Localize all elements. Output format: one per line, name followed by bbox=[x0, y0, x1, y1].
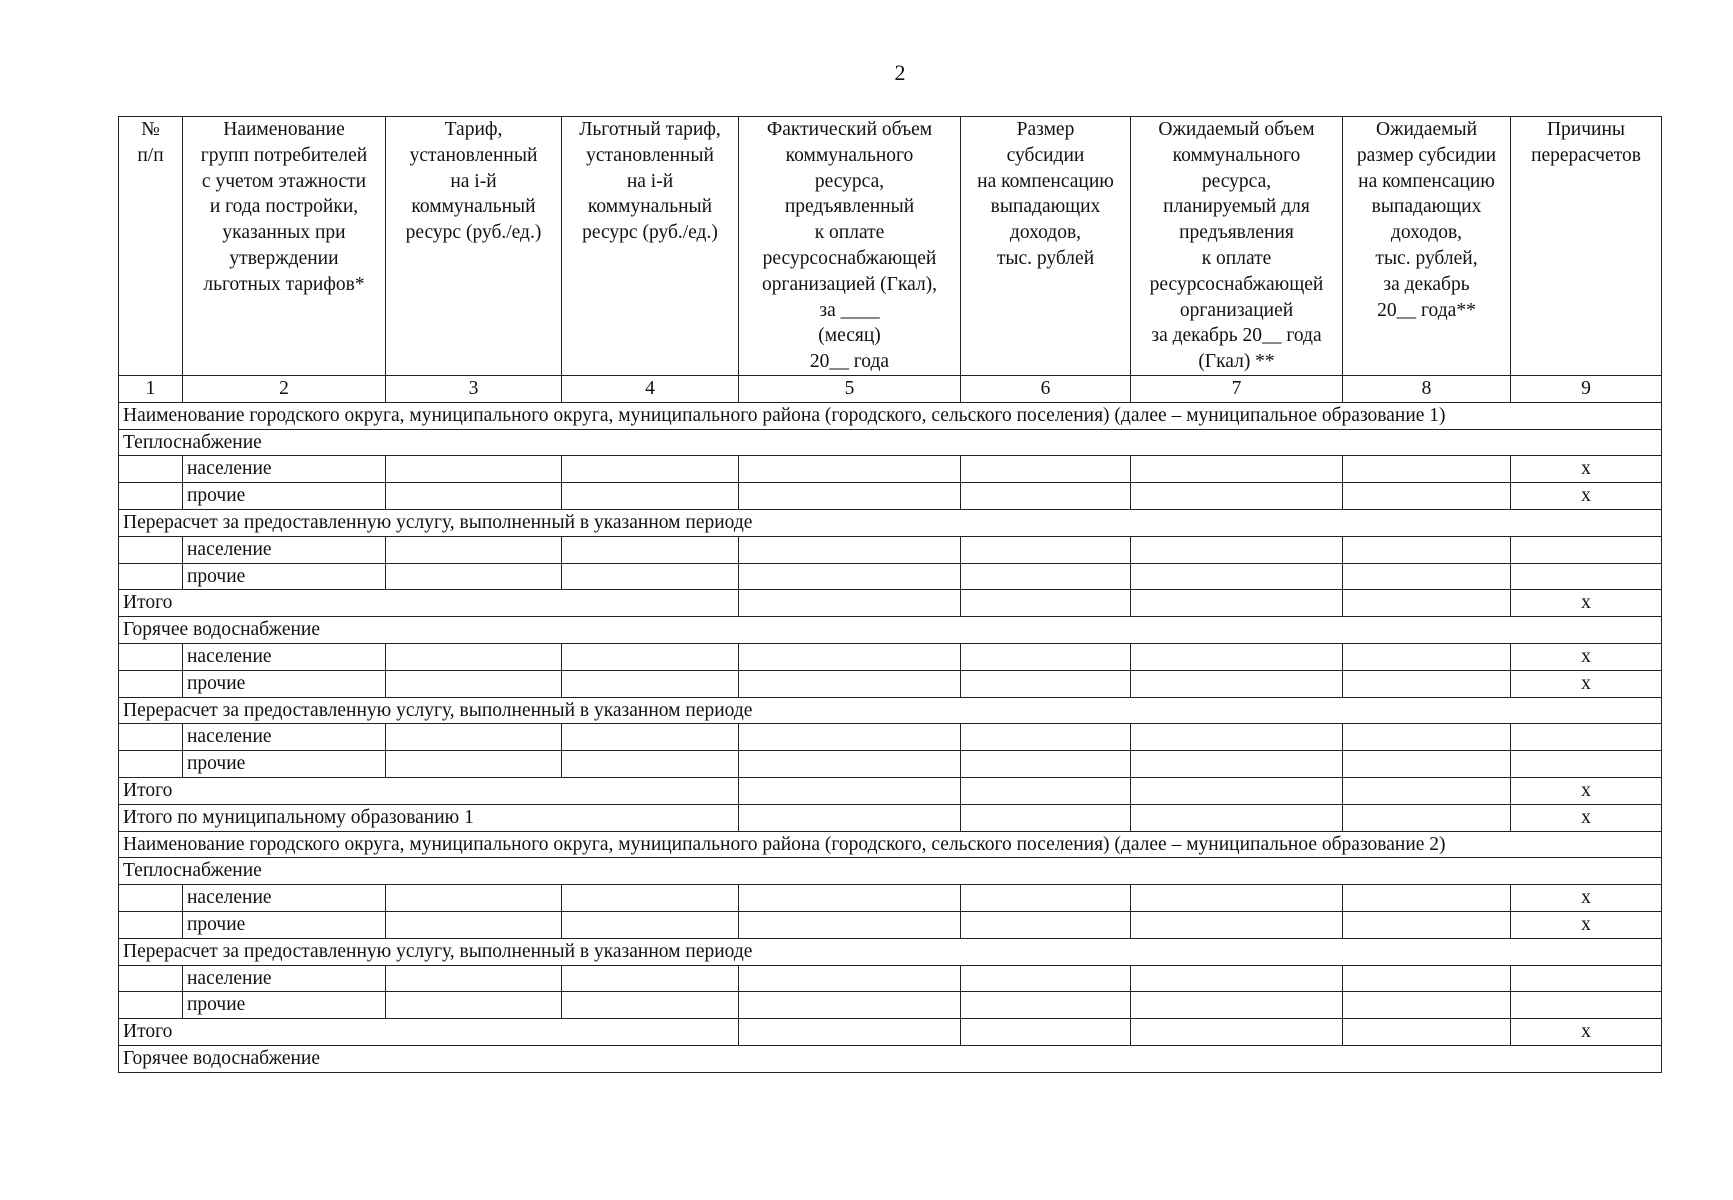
value-cell bbox=[562, 751, 739, 778]
header-cell: Размер субсидии на компенсацию выпадающих доходов, тыс. рублей bbox=[961, 117, 1131, 376]
section-title: Перерасчет за предоставленную услугу, выполненный в указанном периоде bbox=[119, 509, 1662, 536]
recalc-reason-cell bbox=[1511, 536, 1662, 563]
value-cell bbox=[1343, 536, 1511, 563]
section-title: Перерасчет за предоставленную услугу, выполненный в указанном периоде bbox=[119, 697, 1662, 724]
section-row bbox=[119, 1045, 1662, 1072]
row-number-cell bbox=[119, 563, 183, 590]
consumer-group-cell: прочие bbox=[183, 992, 386, 1019]
value-cell bbox=[1343, 965, 1511, 992]
value-cell bbox=[739, 965, 961, 992]
recalc-reason-cell: х bbox=[1511, 911, 1662, 938]
value-cell bbox=[562, 911, 739, 938]
value-cell bbox=[1343, 643, 1511, 670]
value-cell bbox=[1343, 911, 1511, 938]
section-row bbox=[119, 697, 1662, 724]
total-label: Итого по муниципальному образованию 1 bbox=[119, 804, 739, 831]
value-cell bbox=[1343, 724, 1511, 751]
value-cell bbox=[961, 751, 1131, 778]
row-number-cell bbox=[119, 724, 183, 751]
header-cell: № п/п bbox=[119, 117, 183, 376]
consumer-group-cell: население bbox=[183, 885, 386, 912]
consumer-group-cell: прочие bbox=[183, 911, 386, 938]
consumer-group-cell: население bbox=[183, 536, 386, 563]
value-cell bbox=[1343, 777, 1511, 804]
column-number: 3 bbox=[386, 375, 562, 402]
value-cell bbox=[386, 965, 562, 992]
value-cell bbox=[1131, 777, 1343, 804]
value-cell bbox=[739, 563, 961, 590]
recalc-reason-cell bbox=[1511, 563, 1662, 590]
value-cell bbox=[386, 670, 562, 697]
value-cell bbox=[1131, 751, 1343, 778]
consumer-group-cell: население bbox=[183, 965, 386, 992]
value-cell bbox=[386, 751, 562, 778]
header-cell: Ожидаемый объем коммунального ресурса, планируемый для предъявления к оплате ресурсоснабжающей организацией за декабрь 20__ года (Гкал) ** bbox=[1131, 117, 1343, 376]
table-row bbox=[119, 965, 1662, 992]
column-number: 2 bbox=[183, 375, 386, 402]
value-cell bbox=[562, 965, 739, 992]
value-cell bbox=[562, 483, 739, 510]
value-cell bbox=[1131, 563, 1343, 590]
value-cell bbox=[739, 670, 961, 697]
value-cell bbox=[961, 643, 1131, 670]
value-cell bbox=[386, 992, 562, 1019]
value-cell bbox=[739, 724, 961, 751]
table-body bbox=[119, 402, 1662, 1072]
recalc-reason-cell bbox=[1511, 965, 1662, 992]
table-row bbox=[119, 911, 1662, 938]
header-cell: Наименование групп потребителей с учетом этажности и года постройки, указанных при утверждении льготных тарифов* bbox=[183, 117, 386, 376]
row-number-cell bbox=[119, 536, 183, 563]
value-cell bbox=[1343, 885, 1511, 912]
value-cell bbox=[961, 483, 1131, 510]
column-number: 5 bbox=[739, 375, 961, 402]
header-cell: Льготный тариф, установленный на i-й коммунальный ресурс (руб./ед.) bbox=[562, 117, 739, 376]
section-row bbox=[119, 938, 1662, 965]
value-cell bbox=[386, 483, 562, 510]
column-number: 6 bbox=[961, 375, 1131, 402]
table-row bbox=[119, 885, 1662, 912]
column-number: 7 bbox=[1131, 375, 1343, 402]
value-cell bbox=[1131, 536, 1343, 563]
recalc-reason-cell: х bbox=[1511, 643, 1662, 670]
value-cell bbox=[1131, 1019, 1343, 1046]
recalc-reason-cell: х bbox=[1511, 1019, 1662, 1046]
value-cell bbox=[1131, 992, 1343, 1019]
value-cell bbox=[562, 885, 739, 912]
value-cell bbox=[961, 777, 1131, 804]
value-cell bbox=[1343, 563, 1511, 590]
value-cell bbox=[961, 563, 1131, 590]
recalc-reason-cell: х bbox=[1511, 590, 1662, 617]
table-row bbox=[119, 992, 1662, 1019]
value-cell bbox=[961, 590, 1131, 617]
section-row bbox=[119, 617, 1662, 644]
value-cell bbox=[739, 911, 961, 938]
value-cell bbox=[562, 563, 739, 590]
value-cell bbox=[739, 536, 961, 563]
consumer-group-cell: прочие bbox=[183, 563, 386, 590]
value-cell bbox=[1131, 643, 1343, 670]
value-cell bbox=[562, 670, 739, 697]
table-row bbox=[119, 670, 1662, 697]
header-cell: Тариф, установленный на i-й коммунальный ресурс (руб./ед.) bbox=[386, 117, 562, 376]
value-cell bbox=[1343, 483, 1511, 510]
column-number: 1 bbox=[119, 375, 183, 402]
consumer-group-cell: прочие bbox=[183, 670, 386, 697]
section-row bbox=[119, 831, 1662, 858]
header-cell: Причины перерасчетов bbox=[1511, 117, 1662, 376]
value-cell bbox=[739, 992, 961, 1019]
consumer-group-cell: население bbox=[183, 643, 386, 670]
column-number-row bbox=[119, 375, 1662, 402]
consumer-group-cell: прочие bbox=[183, 751, 386, 778]
value-cell bbox=[1343, 456, 1511, 483]
value-cell bbox=[739, 643, 961, 670]
value-cell bbox=[1131, 911, 1343, 938]
value-cell bbox=[961, 670, 1131, 697]
recalc-reason-cell: х bbox=[1511, 670, 1662, 697]
section-title: Наименование городского округа, муниципального округа, муниципального района (городского, сельского поселения) (далее – муниципальное образование 2) bbox=[119, 831, 1662, 858]
table-row bbox=[119, 643, 1662, 670]
value-cell bbox=[1343, 670, 1511, 697]
value-cell bbox=[739, 751, 961, 778]
header-cell: Ожидаемый размер субсидии на компенсацию выпадающих доходов, тыс. рублей, за декабрь 20__ года** bbox=[1343, 117, 1511, 376]
value-cell bbox=[386, 643, 562, 670]
value-cell bbox=[961, 456, 1131, 483]
total-label: Итого bbox=[119, 777, 739, 804]
section-title: Наименование городского округа, муниципального округа, муниципального района (городского, сельского поселения) (далее – муниципальное образование 1) bbox=[119, 402, 1662, 429]
value-cell bbox=[961, 1019, 1131, 1046]
value-cell bbox=[961, 965, 1131, 992]
recalc-reason-cell: х bbox=[1511, 885, 1662, 912]
column-number: 9 bbox=[1511, 375, 1662, 402]
value-cell bbox=[1343, 1019, 1511, 1046]
column-number: 8 bbox=[1343, 375, 1511, 402]
recalc-reason-cell: х bbox=[1511, 777, 1662, 804]
value-cell bbox=[1343, 590, 1511, 617]
table-row bbox=[119, 751, 1662, 778]
value-cell bbox=[562, 643, 739, 670]
recalc-reason-cell: х bbox=[1511, 804, 1662, 831]
total-row bbox=[119, 590, 1662, 617]
value-cell bbox=[739, 483, 961, 510]
total-row bbox=[119, 804, 1662, 831]
row-number-cell bbox=[119, 483, 183, 510]
section-title: Горячее водоснабжение bbox=[119, 1045, 1662, 1072]
value-cell bbox=[386, 456, 562, 483]
value-cell bbox=[386, 563, 562, 590]
row-number-cell bbox=[119, 456, 183, 483]
table-row bbox=[119, 724, 1662, 751]
row-number-cell bbox=[119, 911, 183, 938]
page-number: 2 bbox=[894, 60, 906, 85]
recalc-reason-cell: х bbox=[1511, 456, 1662, 483]
value-cell bbox=[961, 536, 1131, 563]
row-number-cell bbox=[119, 885, 183, 912]
value-cell bbox=[1131, 885, 1343, 912]
subsidy-report-table bbox=[118, 116, 1662, 1073]
header-cell: Фактический объем коммунального ресурса, предъявленный к оплате ресурсоснабжающей организацией (Гкал), за ____ (месяц) 20__ года bbox=[739, 117, 961, 376]
section-title: Перерасчет за предоставленную услугу, выполненный в указанном периоде bbox=[119, 938, 1662, 965]
section-row bbox=[119, 858, 1662, 885]
recalc-reason-cell bbox=[1511, 751, 1662, 778]
table-row bbox=[119, 456, 1662, 483]
total-row bbox=[119, 777, 1662, 804]
section-row bbox=[119, 429, 1662, 456]
value-cell bbox=[739, 804, 961, 831]
value-cell bbox=[961, 885, 1131, 912]
value-cell bbox=[1343, 751, 1511, 778]
row-number-cell bbox=[119, 670, 183, 697]
consumer-group-cell: население bbox=[183, 724, 386, 751]
column-number: 4 bbox=[562, 375, 739, 402]
value-cell bbox=[739, 777, 961, 804]
section-row bbox=[119, 402, 1662, 429]
section-title: Горячее водоснабжение bbox=[119, 617, 1662, 644]
row-number-cell bbox=[119, 751, 183, 778]
value-cell bbox=[386, 885, 562, 912]
consumer-group-cell: прочие bbox=[183, 483, 386, 510]
row-number-cell bbox=[119, 992, 183, 1019]
value-cell bbox=[739, 590, 961, 617]
value-cell bbox=[1131, 724, 1343, 751]
value-cell bbox=[562, 724, 739, 751]
section-row bbox=[119, 509, 1662, 536]
row-number-cell bbox=[119, 643, 183, 670]
value-cell bbox=[562, 992, 739, 1019]
value-cell bbox=[961, 724, 1131, 751]
value-cell bbox=[739, 1019, 961, 1046]
value-cell bbox=[386, 536, 562, 563]
consumer-group-cell: население bbox=[183, 456, 386, 483]
value-cell bbox=[386, 724, 562, 751]
recalc-reason-cell bbox=[1511, 992, 1662, 1019]
value-cell bbox=[961, 992, 1131, 1019]
header-row bbox=[119, 117, 1662, 376]
value-cell bbox=[1131, 804, 1343, 831]
total-label: Итого bbox=[119, 590, 739, 617]
value-cell bbox=[1343, 804, 1511, 831]
total-row bbox=[119, 1019, 1662, 1046]
value-cell bbox=[961, 911, 1131, 938]
value-cell bbox=[1131, 670, 1343, 697]
total-label: Итого bbox=[119, 1019, 739, 1046]
section-title: Теплоснабжение bbox=[119, 429, 1662, 456]
table-row bbox=[119, 483, 1662, 510]
value-cell bbox=[739, 456, 961, 483]
recalc-reason-cell bbox=[1511, 724, 1662, 751]
table-row bbox=[119, 536, 1662, 563]
row-number-cell bbox=[119, 965, 183, 992]
table-row bbox=[119, 563, 1662, 590]
value-cell bbox=[1131, 590, 1343, 617]
value-cell bbox=[1131, 483, 1343, 510]
value-cell bbox=[961, 804, 1131, 831]
value-cell bbox=[386, 911, 562, 938]
value-cell bbox=[1131, 965, 1343, 992]
value-cell bbox=[739, 885, 961, 912]
value-cell bbox=[1131, 456, 1343, 483]
section-title: Теплоснабжение bbox=[119, 858, 1662, 885]
value-cell bbox=[562, 456, 739, 483]
value-cell bbox=[1343, 992, 1511, 1019]
recalc-reason-cell: х bbox=[1511, 483, 1662, 510]
value-cell bbox=[562, 536, 739, 563]
